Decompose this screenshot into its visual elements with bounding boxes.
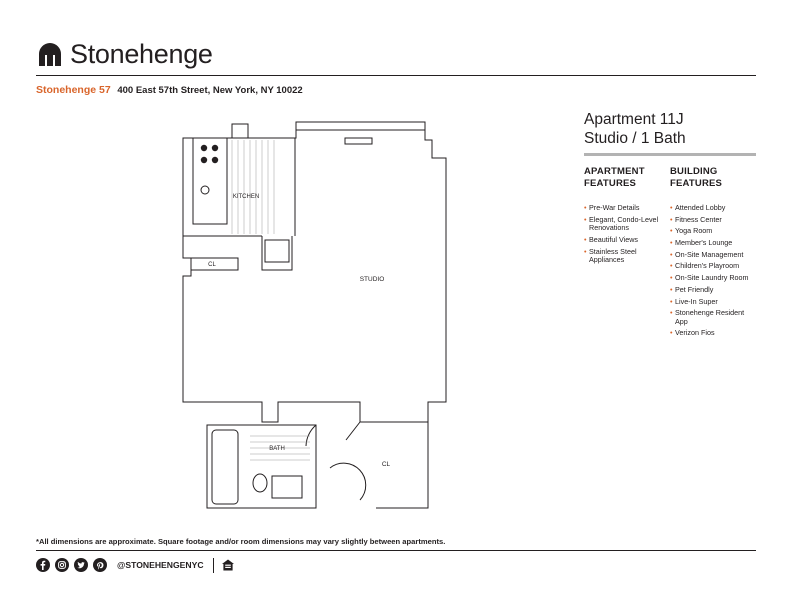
bathtub <box>212 430 238 504</box>
instagram-icon[interactable] <box>55 558 69 572</box>
apartment-heading <box>584 110 686 148</box>
list-item: • Children's Playroom <box>670 262 756 271</box>
list-item: • Elegant, Condo-Level Renovations <box>584 216 666 233</box>
twitter-icon[interactable] <box>74 558 88 572</box>
property-address: 400 East 57th Street, New York, NY 10022 <box>117 85 303 96</box>
apartment-features-heading <box>584 166 645 190</box>
apartment-title: Apartment 11J <box>584 111 684 128</box>
toilet <box>253 474 267 492</box>
window-sill <box>345 138 372 144</box>
property-name: Stonehenge 57 <box>36 84 111 96</box>
header-divider <box>36 75 756 76</box>
stonehenge-logo-icon <box>36 40 64 68</box>
kitchen-label: KITCHEN <box>232 194 260 200</box>
list-item: • Pet Friendly <box>670 286 756 295</box>
list-item: • Verizon Fios <box>670 329 756 338</box>
bath-vanity <box>272 476 302 498</box>
list-item: • Stonehenge Resident App <box>670 309 756 326</box>
apartment-features-list <box>584 204 666 268</box>
building-features-heading <box>670 166 722 190</box>
kitchen-wall <box>183 138 295 270</box>
bath-door-swing <box>306 425 316 446</box>
footer-separator <box>213 558 214 573</box>
kitchen-island <box>265 240 289 262</box>
facebook-icon[interactable] <box>36 558 50 572</box>
stove-burners <box>201 145 218 163</box>
list-item: • Stainless Steel Appliances <box>584 248 666 265</box>
building-features-heading-line-1: BUILDING <box>670 166 718 177</box>
floor-plan-walls <box>183 122 446 508</box>
list-item: • Pre-War Details <box>584 204 666 213</box>
closet-label: CL <box>208 262 216 268</box>
property-address-line <box>36 84 303 96</box>
apartment-features-heading-line-2: FEATURES <box>584 178 637 189</box>
exterior-wall <box>183 122 446 422</box>
list-item: • Beautiful Views <box>584 236 666 245</box>
studio-label: STUDIO <box>359 276 385 283</box>
brand-logo <box>36 38 213 70</box>
list-item: • On-Site Management <box>670 251 756 260</box>
list-item: • Yoga Room <box>670 227 756 236</box>
kitchen-counter <box>193 138 227 224</box>
list-item: • Member's Lounge <box>670 239 756 248</box>
list-item: • Live-In Super <box>670 298 756 307</box>
closet-door-swing <box>330 463 366 500</box>
list-item: • Fitness Center <box>670 216 756 225</box>
apartment-subtitle: Studio / 1 Bath <box>584 130 686 147</box>
list-item: • On-Site Laundry Room <box>670 274 756 283</box>
apartment-features-heading-line-1: APARTMENT <box>584 166 645 177</box>
closet-right-label: CL <box>381 461 391 468</box>
title-divider <box>584 153 756 156</box>
social-handle[interactable]: @STONEHENGENYC <box>117 560 204 570</box>
window-wall <box>296 122 425 130</box>
building-features-heading-line-2: FEATURES <box>670 178 723 189</box>
footer-divider <box>36 550 756 551</box>
bath-label: BATH <box>269 446 285 452</box>
brand-name: Stonehenge <box>70 38 213 69</box>
list-item: • Attended Lobby <box>670 204 756 213</box>
disclaimer: *All dimensions are approximate. Square footage and/or room dimensions may vary slightly between apartments. <box>36 537 446 546</box>
floor-plan <box>175 118 455 518</box>
social-bar <box>36 557 235 573</box>
bath-wall <box>207 425 316 508</box>
building-features-list <box>670 204 756 341</box>
kitchen-floor-pattern <box>232 140 310 460</box>
equal-housing-icon <box>221 558 235 572</box>
sink <box>201 186 209 194</box>
pinterest-icon[interactable] <box>93 558 107 572</box>
